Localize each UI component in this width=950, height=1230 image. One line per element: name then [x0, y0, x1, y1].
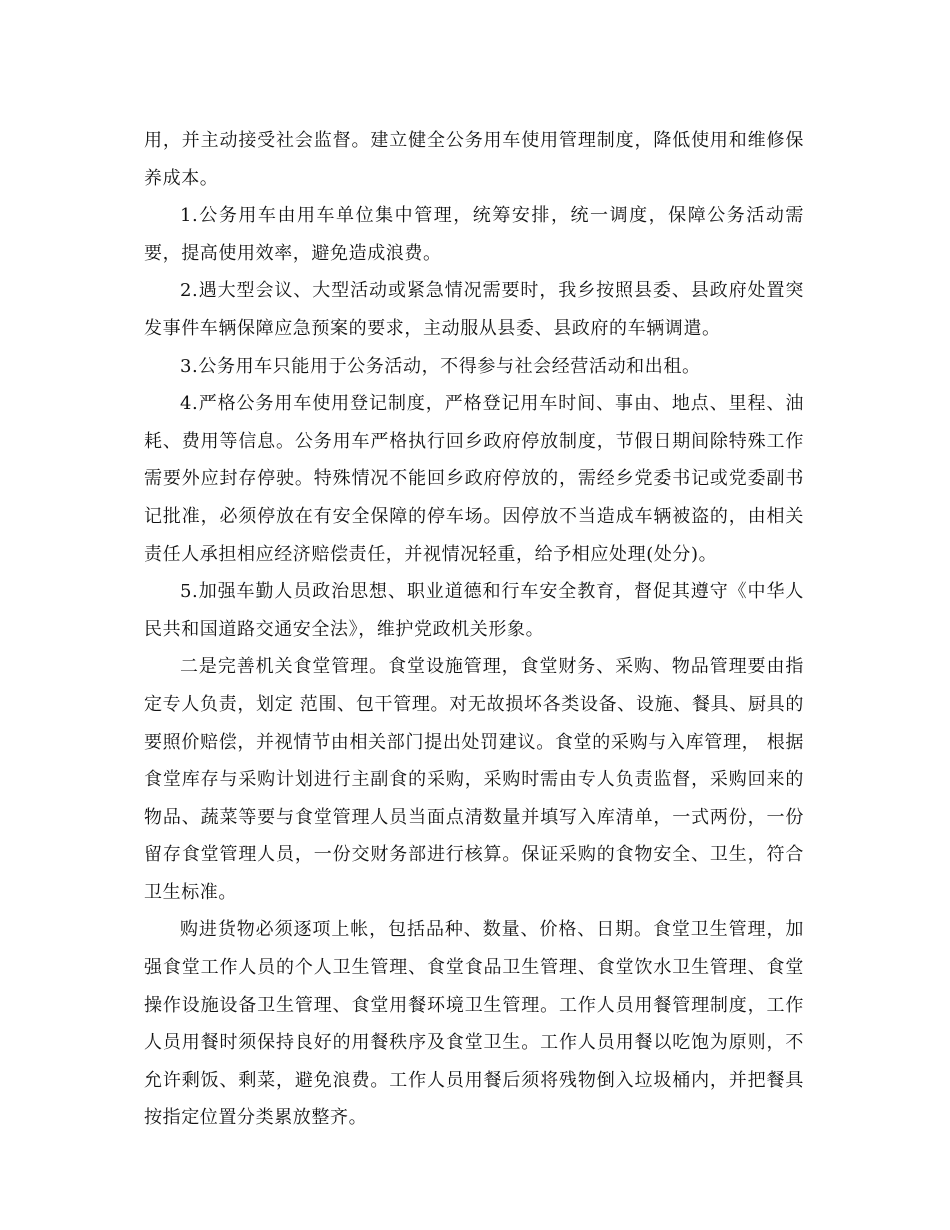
paragraph-vehicle-rule-4: 4.严格公务用车使用登记制度，严格登记用车时间、事由、地点、里程、油耗、费用等信息。公务用车严格执行回乡政府停放制度，节假日期间除特殊工作需要外应封存停驶。特殊情况不能回乡政府停放的，需经乡党委书记或党委副书记批准，必须停放在有安全保障的停车场。因停放不当造成车辆被盗的，由相关责任人承担相应经济赔偿责任，并视情况轻重，给予相应处理(处分)。 [144, 393, 804, 565]
paragraph-vehicle-rule-1: 1.公务用车由用车单位集中管理，统筹安排，统一调度，保障公务活动需要，提高使用效率，避免造成浪费。 [144, 205, 804, 264]
document-page [144, 122, 804, 1137]
paragraph-canteen-management: 二是完善机关食堂管理。食堂设施管理，食堂财务、采购、物品管理要由指定专人负责，划定 范围、包干管理。对无故损坏各类设备、设施、餐具、厨具的要照价赔偿，并视情节由相关部门提出处罚建议。食堂的采购与入库管理， 根据食堂库存与采购计划进行主副食的采购，采购时需由专人负责监督，采购回来的物品、蔬菜等要与食堂管理人员当面点清数量并填写入库清单，一式两份，一份留存食堂管理人员，一份交财务部进行核算。保证采购的食物安全、卫生，符合卫生标准。 [144, 656, 804, 903]
paragraph-vehicle-rule-2: 2.遇大型会议、大型活动或紧急情况需要时，我乡按照县委、县政府处置突发事件车辆保障应急预案的要求，主动服从县委、县政府的车辆调遣。 [144, 280, 804, 339]
paragraph-vehicle-intro: 用，并主动接受社会监督。建立健全公务用车使用管理制度，降低使用和维修保养成本。 [144, 130, 804, 189]
paragraph-vehicle-rule-3: 3.公务用车只能用于公务活动，不得参与社会经营活动和出租。 [180, 355, 701, 377]
paragraph-canteen-hygiene: 购进货物必须逐项上帐，包括品种、数量、价格、日期。食堂卫生管理，加强食堂工作人员的个人卫生管理、食堂食品卫生管理、食堂饮水卫生管理、食堂操作设施设备卫生管理、食堂用餐环境卫生管理。工作人员用餐管理制度，工作人员用餐时须保持良好的用餐秩序及食堂卫生。工作人员用餐以吃饱为原则，不允许剩饭、剩菜，避免浪费。工作人员用餐后须将残物倒入垃圾桶内，并把餐具按指定位置分类累放整齐。 [144, 919, 804, 1129]
paragraph-vehicle-rule-5: 5.加强车勤人员政治思想、职业道德和行车安全教育，督促其遵守《中华人民共和国道路交通安全法》，维护党政机关形象。 [144, 581, 804, 640]
